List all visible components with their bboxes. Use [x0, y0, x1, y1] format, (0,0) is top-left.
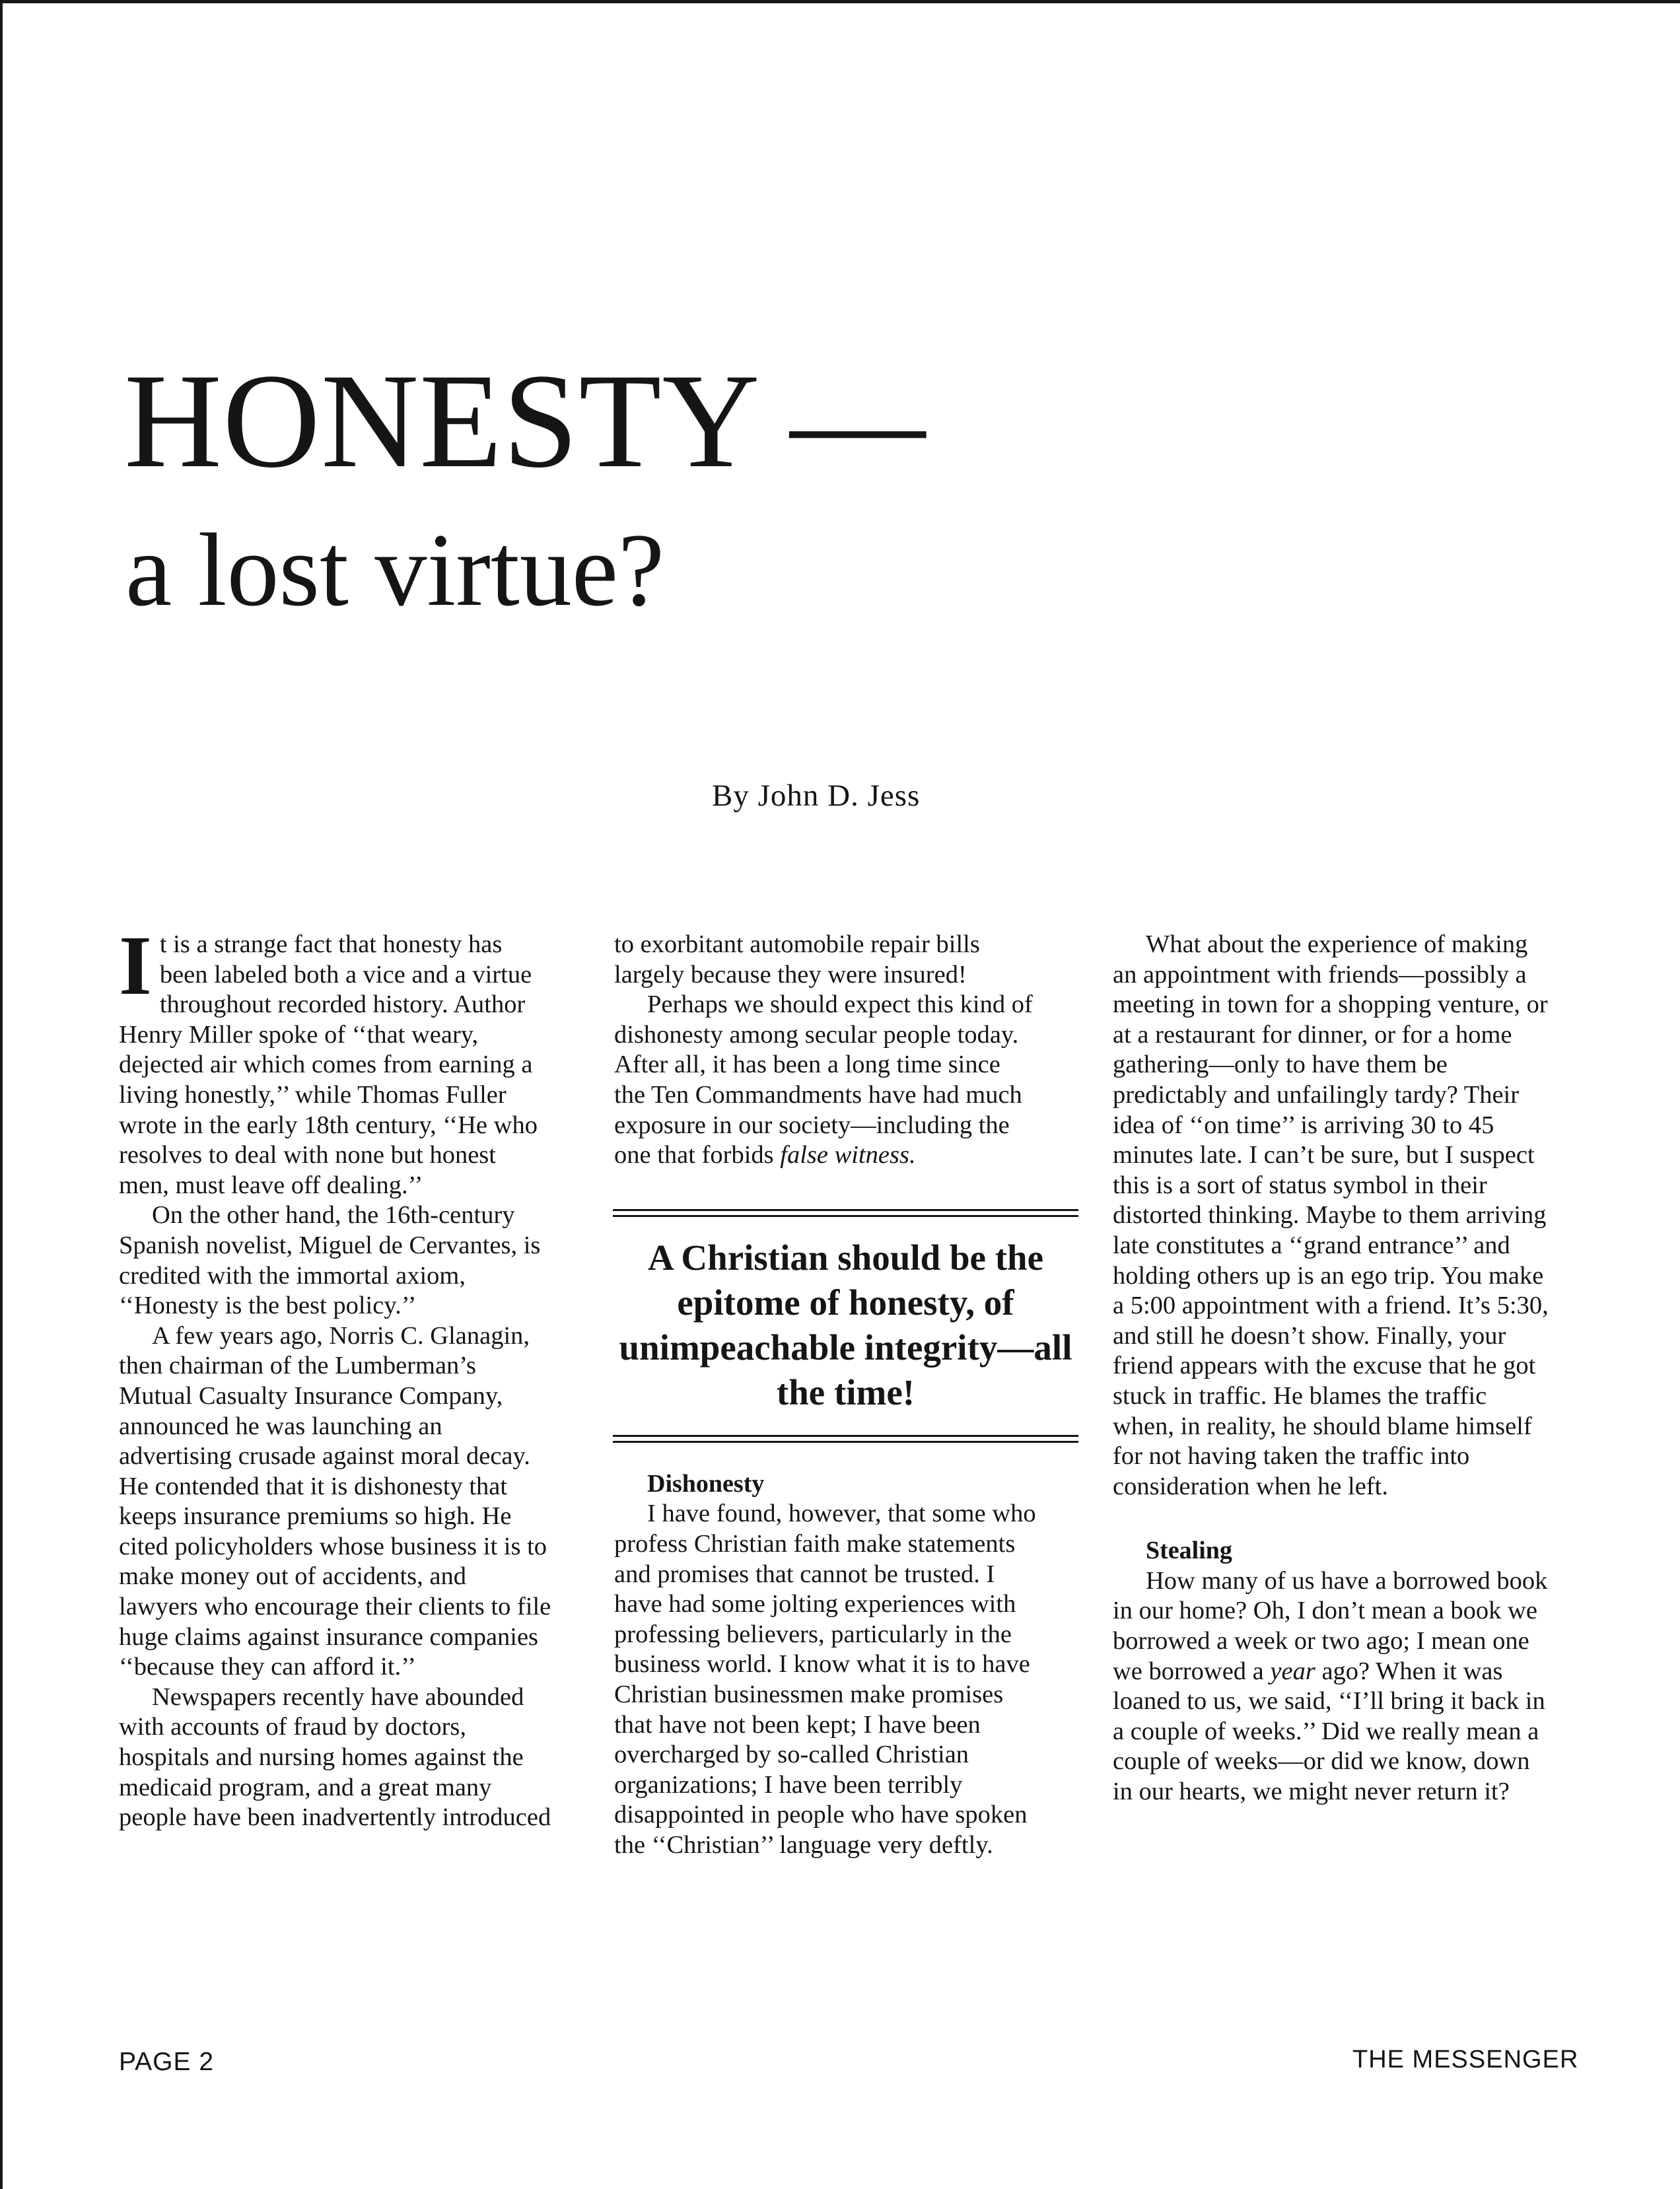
paragraph: I have found, however, that some who profess Christian faith make statements and promises that cannot be trusted. I have had some jolting experiences with professing believers, particularly in the business world. I know what it is to have Christian businessmen make promises that have not been kept; I have been overcharged by so-called Christian organizations; I have been terribly disappointed in people who have spoken the ‘‘Christian’’ language very deftly. [614, 1500, 1036, 1859]
article-title: HONESTY — [124, 346, 927, 496]
paragraph: to exorbitant automobile repair bills largely because they were insured! [614, 930, 980, 989]
pull-quote [613, 1209, 1078, 1443]
section-heading-stealing: Stealing [1146, 1537, 1232, 1565]
section-heading-dishonesty: Dishonesty [647, 1469, 765, 1498]
byline: By John D. Jess [712, 779, 921, 813]
publication-name: THE MESSENGER [1352, 2046, 1579, 2073]
paragraph: A few years ago, Norris C. Glanagin, then chairman of the Lumberman’s Mutual Casualty Insurance Company, announced he was launching an advertising crusade against moral decay. He contended that it is dishonesty that keeps insurance premiums so high. He cited policyholders whose business it is to make money out of accidents, and lawyers who encourage their clients to file huge claims against insurance companies ‘‘because they can afford it.’’ [119, 1321, 551, 1681]
pull-quote-bottom-rule [613, 1435, 1078, 1443]
italic-text: false witness. [780, 1141, 916, 1169]
paragraph [1113, 1566, 1549, 1807]
paragraph: Newspapers recently have abounded with accounts of fraud by doctors, hospitals and nursing homes against the medicaid program, and a great many people have been inadvertently introduced [119, 1683, 551, 1832]
paragraph-text: How many of us have a borrowed book in our home? Oh, I don’t mean a book we borrowed a week or two ago; I mean one we borrowed a [1113, 1566, 1548, 1685]
column-1 [119, 919, 551, 1833]
top-border-line [0, 0, 1680, 3]
paragraph-text: ago? When it was loaned to us, we said, ‘‘I’ll bring it back in a couple of weeks.’’ Did we really mean a couple of weeks—or did we know, down in our hearts, we might never return it? [1113, 1657, 1545, 1806]
drop-cap: I [119, 919, 152, 1012]
paragraph [614, 990, 1037, 1171]
page-number: PAGE 2 [119, 2048, 215, 2076]
paragraph: On the other hand, the 16th-century Spanish novelist, Miguel de Cervantes, is credited with the immortal axiom, ‘‘Honesty is the best policy.’’ [119, 1201, 541, 1320]
italic-text: year [1270, 1657, 1315, 1685]
article-subtitle: a lost virtue? [125, 512, 665, 628]
paragraph-text: Perhaps we should expect this kind of dishonesty among secular people today. After all, it has been a long time since the Ten Commandments have had much exposure in our society—including the one that forbids [614, 990, 1033, 1169]
paragraph: What about the experience of making an appointment with friends—possibly a meeting in town for a shopping venture, or at a restaurant for dinner, or for a home gathering—only to have them be predictably and unfailingly tardy? Their idea of ‘‘on time’’ is arriving 30 to 45 minutes late. I can’t be sure, but I suspect this is a sort of status symbol in their distorted thinking. Maybe to them arriving late constitutes a ‘‘grand entrance’’ and holding others up is an ego trip. You make a 5:00 appointment with a friend. It’s 5:30, and still he doesn’t show. Finally, your friend appears with the excuse that he got stuck in traffic. He blames the traffic when, in reality, he should blame himself for not having taken the traffic into consideration when he left. [1113, 930, 1549, 1500]
left-border-line [0, 0, 3, 2189]
column-3 [1113, 930, 1549, 1807]
pull-quote-top-rule [613, 1209, 1078, 1217]
pull-quote-text: A Christian should be the epitome of honesty, of unimpeachable integrity—all the time! [619, 1237, 1072, 1412]
paragraph [119, 919, 551, 1200]
column-2 [614, 930, 1072, 1860]
paragraph-text: t is a strange fact that honesty has been labeled both a vice and a virtue throughout recorded history. Author Henry Miller spoke of ‘‘that weary, dejected air which comes from earning a living honestly,’’ while Thomas Fuller wrote in the early 18th century, ‘‘He who resolves to deal with none but honest men, must leave off dealing.’’ [119, 930, 538, 1199]
